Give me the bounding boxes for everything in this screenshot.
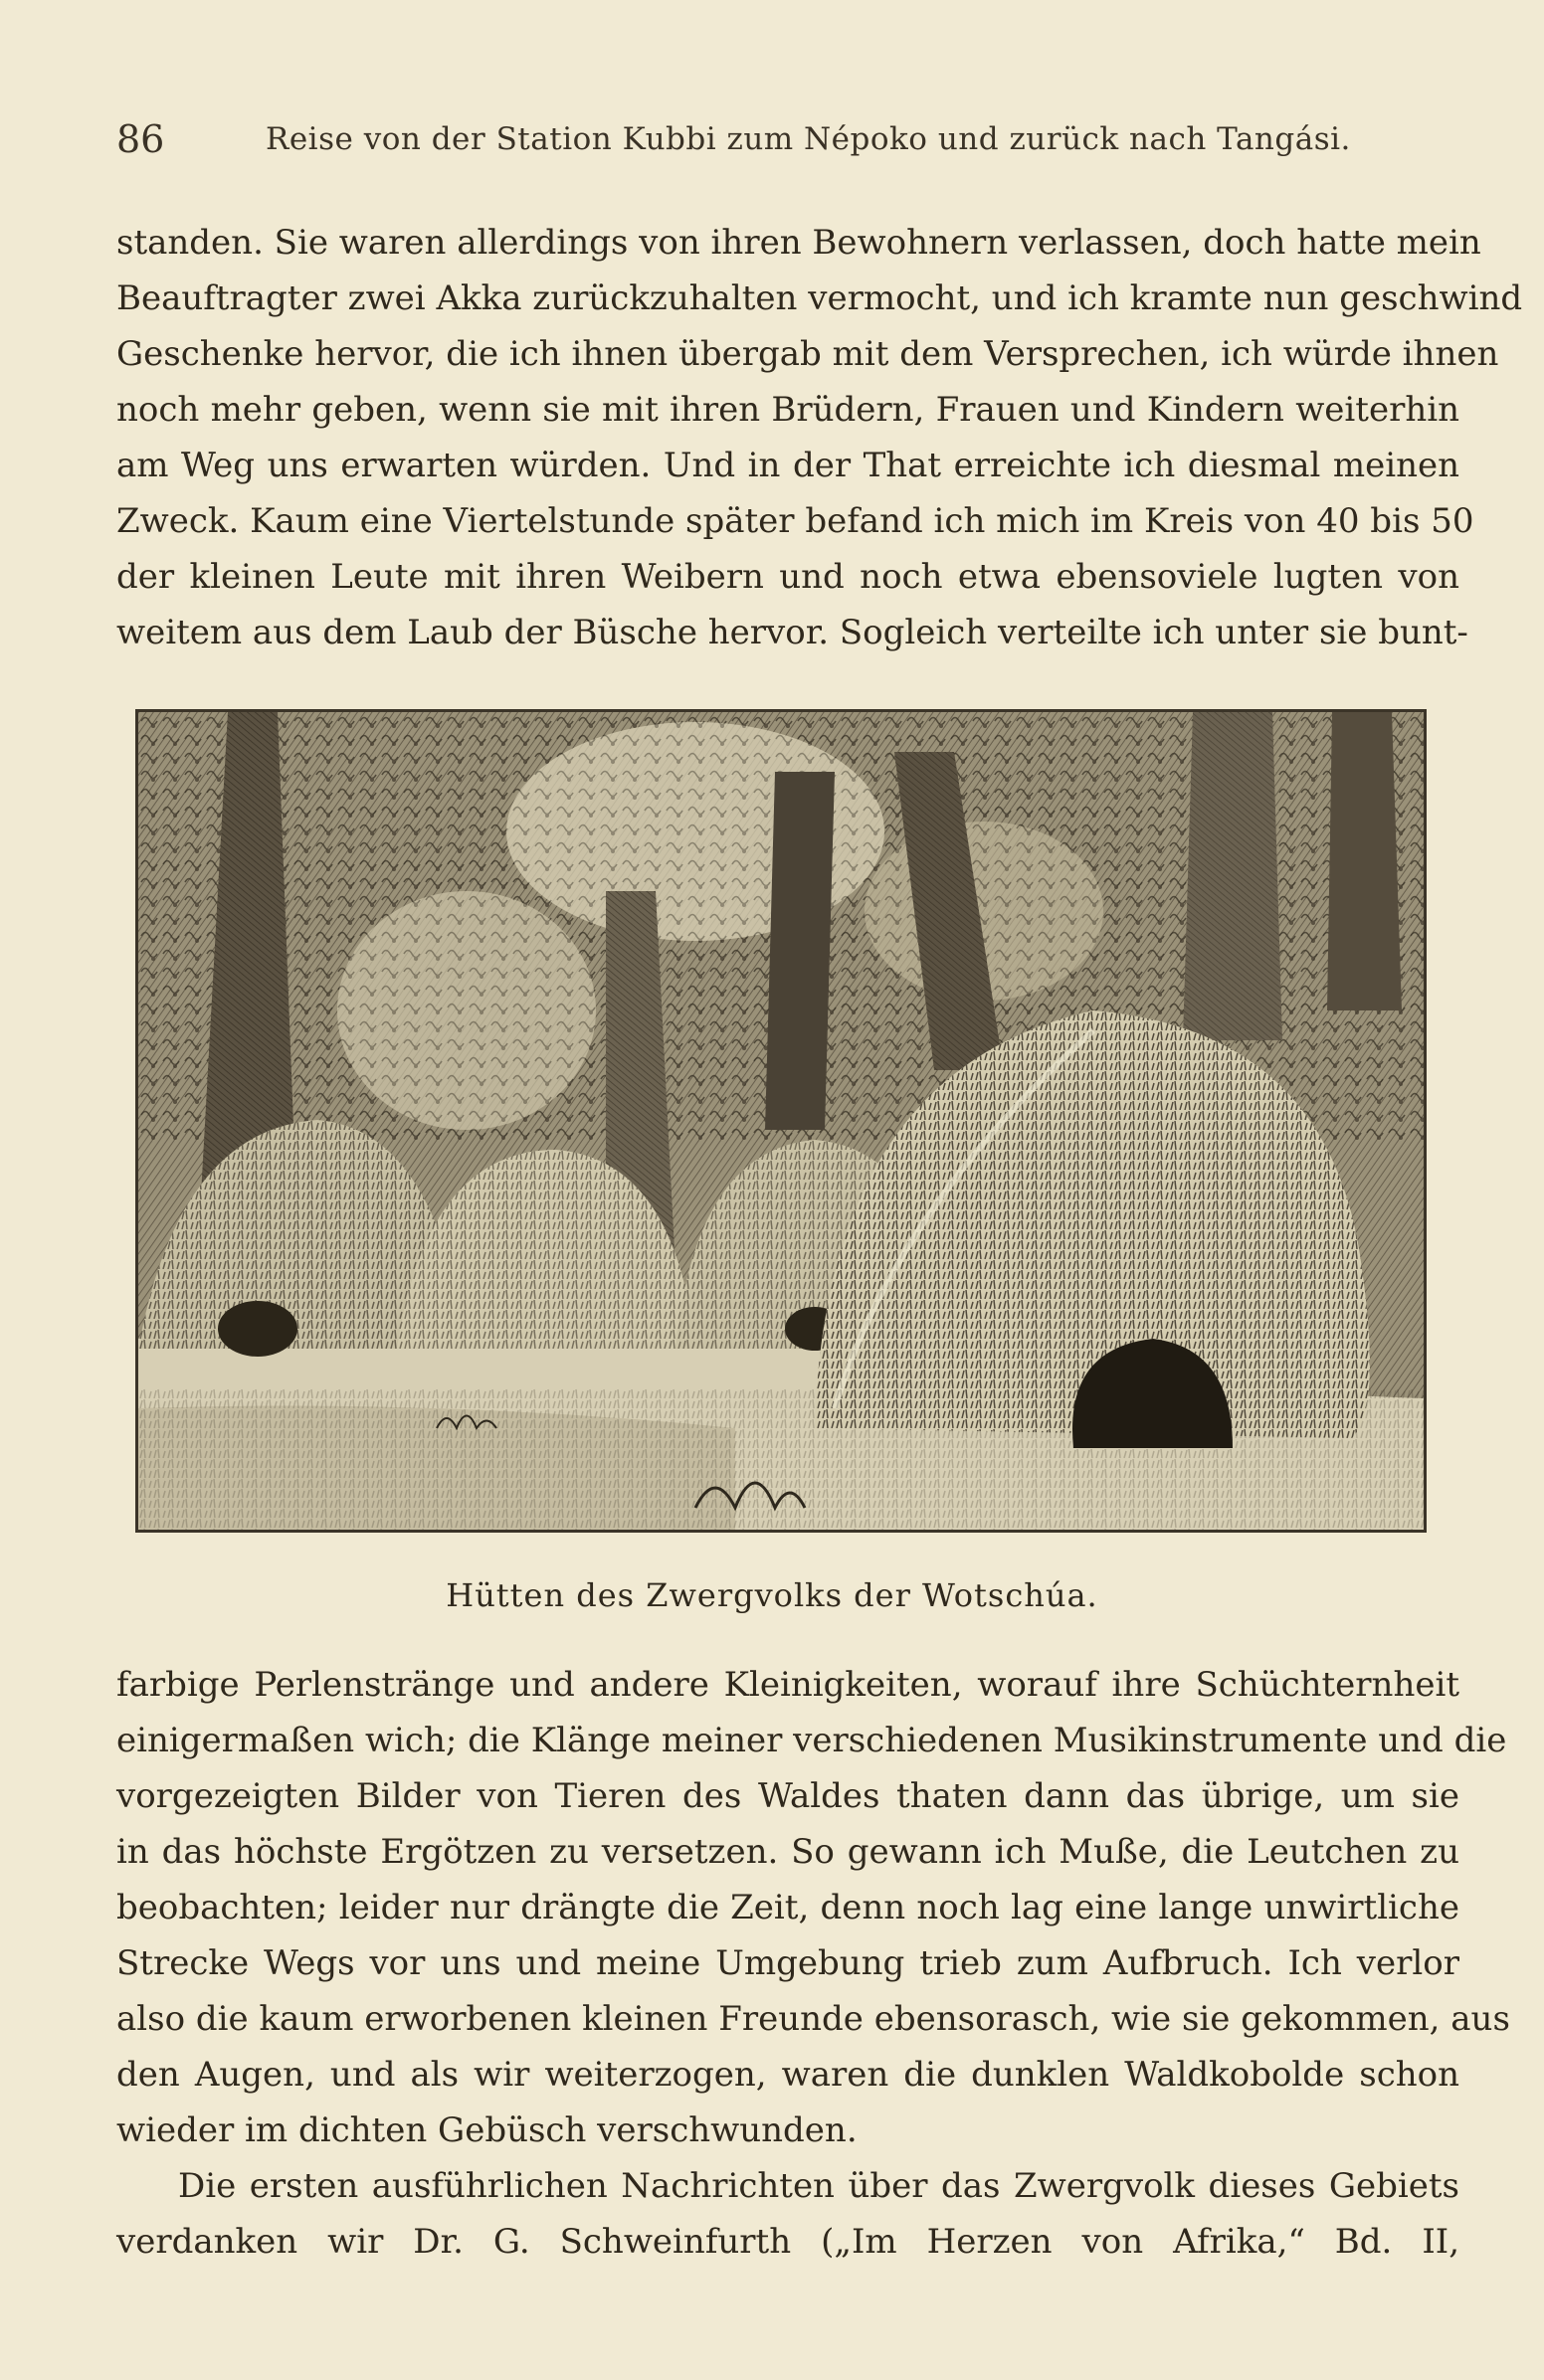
figure-caption: Hütten des Zwergvolks der Wotschúa. [446, 1576, 1098, 1614]
text-line: verdanken wir Dr. G. Schweinfurth („Im Herzen von Afrika,“ Bd. II, [116, 2222, 1459, 2262]
text-line: einigermaßen wich; die Klänge meiner verschiedenen Musikinstrumente und die [116, 1721, 1507, 1760]
text-line: Strecke Wegs vor uns und meine Umgebung trieb zum Aufbruch. Ich verlor [116, 1943, 1459, 1983]
page-number: 86 [116, 117, 165, 161]
page-header [116, 117, 1351, 167]
text-line: weitem aus dem Laub der Büsche hervor. Sogleich verteilte ich unter sie bunt- [116, 613, 1468, 652]
running-title: Reise von der Station Kubbi zum Népoko und zurück nach Tangási. [266, 121, 1351, 157]
text-line: Die ersten ausführlichen Nachrichten über das Zwergvolk dieses Gebiets [178, 2166, 1459, 2206]
text-line: in das höchste Ergötzen zu versetzen. So gewann ich Muße, die Leutchen zu [116, 1832, 1459, 1872]
paragraph-top [116, 215, 1523, 660]
text-line: vorgezeigten Bilder von Tieren des Waldes thaten dann das übrige, um sie [116, 1776, 1459, 1816]
text-line: Geschenke hervor, die ich ihnen übergab mit dem Versprechen, ich würde ihnen [116, 334, 1499, 374]
forest-huts-engraving [138, 712, 1424, 1530]
text-line: den Augen, und als wir weiterzogen, waren die dunklen Waldkobolde schon [116, 2055, 1459, 2095]
text-line: standen. Sie waren allerdings von ihren Bewohnern verlassen, doch hatte mein [116, 223, 1481, 263]
text-line: beobachten; leider nur drängte die Zeit, denn noch lag eine lange unwirtliche [116, 1888, 1459, 1927]
text-line: noch mehr geben, wenn sie mit ihren Brüdern, Frauen und Kindern weiterhin [116, 390, 1459, 430]
paragraph-bottom [116, 1657, 1510, 2270]
text-line: wieder im dichten Gebüsch verschwunden. [116, 2110, 858, 2150]
text-line: am Weg uns erwarten würden. Und in der That erreichte ich diesmal meinen [116, 446, 1459, 485]
text-line: Zweck. Kaum eine Viertelstunde später befand ich mich im Kreis von 40 bis 50 [116, 501, 1474, 541]
text-line: Beauftragter zwei Akka zurückzuhalten vermocht, und ich kramte nun geschwind [116, 278, 1523, 318]
text-line: also die kaum erworbenen kleinen Freunde ebensorasch, wie sie gekommen, aus [116, 1999, 1510, 2039]
engraving-illustration [135, 709, 1427, 1533]
text-line: farbige Perlenstränge und andere Kleinigkeiten, worauf ihre Schüchternheit [116, 1665, 1459, 1705]
text-line: der kleinen Leute mit ihren Weibern und noch etwa ebensoviele lugten von [116, 557, 1459, 597]
